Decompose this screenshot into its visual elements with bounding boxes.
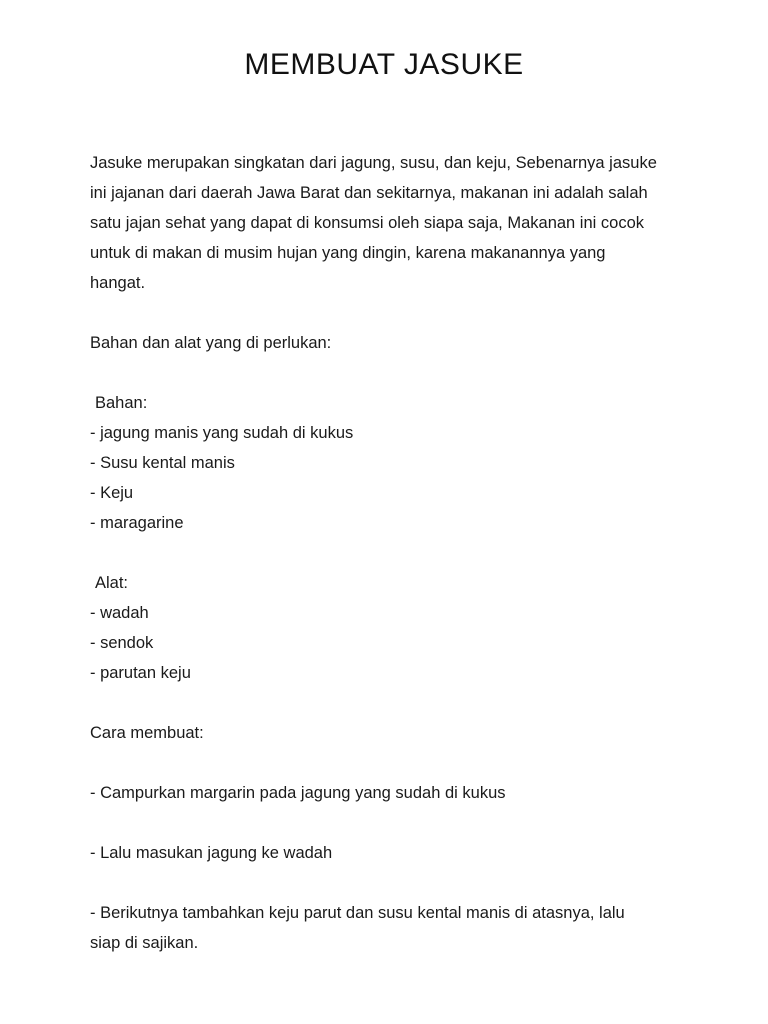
spacer	[90, 298, 690, 328]
materials-heading: Bahan dan alat yang di perlukan:	[90, 334, 332, 352]
method-step-continuation: siap di sajikan.	[90, 934, 199, 952]
tool-item: - wadah	[90, 604, 149, 622]
method-step: - Lalu masukan jagung ke wadah	[90, 844, 333, 862]
ingredients-heading: Bahan:	[95, 394, 148, 412]
spacer	[90, 538, 690, 568]
spacer	[90, 748, 690, 778]
ingredient-item: - jagung manis yang sudah di kukus	[90, 424, 354, 442]
page-title: MEMBUAT JASUKE	[244, 48, 524, 81]
tool-item: - parutan keju	[90, 664, 191, 682]
spacer	[90, 808, 690, 838]
intro-line: ini jajanan dari daerah Jawa Barat dan sekitarnya, makanan ini adalah salah	[90, 184, 648, 202]
ingredient-item: - Keju	[90, 484, 134, 502]
method-heading: Cara membuat:	[90, 724, 204, 742]
method-step: - Berikutnya tambahkan keju parut dan susu kental manis di atasnya, lalu	[90, 904, 625, 922]
spacer	[90, 688, 690, 718]
ingredient-item: - Susu kental manis	[90, 454, 235, 472]
intro-line: Jasuke merupakan singkatan dari jagung, susu, dan keju, Sebenarnya jasuke	[90, 154, 657, 172]
tools-heading: Alat:	[95, 574, 129, 592]
intro-line: satu jajan sehat yang dapat di konsumsi oleh siapa saja, Makanan ini cocok	[90, 214, 645, 232]
intro-line: hangat.	[90, 274, 146, 292]
method-step: - Campurkan margarin pada jagung yang sudah di kukus	[90, 784, 506, 802]
spacer	[90, 868, 690, 898]
document-body	[90, 148, 690, 958]
spacer	[90, 358, 690, 388]
intro-line: untuk di makan di musim hujan yang dingin, karena makanannya yang	[90, 244, 606, 262]
tool-item: - sendok	[90, 634, 154, 652]
ingredient-item: - maragarine	[90, 514, 184, 532]
